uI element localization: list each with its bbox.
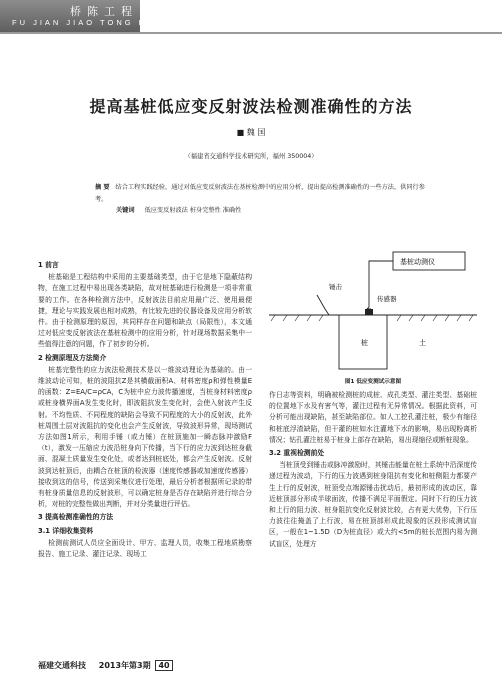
figure-caption: 图1 低应变测试示意图 <box>344 379 402 385</box>
section-3-1-paragraph: 检测前测试人员应全面设计、甲方、监理人员，收集工程地质勘察报告、施工记录、灌注记录、现场工 <box>38 538 252 559</box>
article-author: ■ 魏 国 <box>236 128 266 137</box>
section-3-2-heading: 3.2 重视检测前处 <box>269 449 325 458</box>
sensor-icon <box>365 309 373 315</box>
author-affiliation: （福建省交通科学技术研究所，福州 350004） <box>184 153 318 160</box>
hammer-handle <box>317 295 329 315</box>
right-paragraph-2: 当桩顶受到锤击或脉冲激励时，其锤击能量在桩土系统中沿深度传递过程为波动，下行的压力波遇到桩身阻抗有变化和桩侧阻力都要产生上行的反射波，桩顶受点端源锤击扰动后，最初形成的波动区，靠近桩顶部分形成半球面波，传播不满足平面假定。同时下行的压力波和上行的阻力波、桩身阻抗变化反射波比较，占有更大优势，下行压力波往往掩盖了上行波，易在桩顶部形成此现象的区段形成测试盲区，一般在1~1.5D（D为桩直径）或大约<5m的桩长范围内易为测试盲区，处理方 <box>269 461 477 548</box>
hammer-label: 锤击 <box>329 283 342 291</box>
section-1-heading: 1 前言 <box>38 261 59 269</box>
header-rule <box>0 32 502 34</box>
article-title: 提高基桩低应变反射波法检测准确性的方法 <box>89 97 413 116</box>
keywords-label: 关键词 <box>116 207 135 214</box>
test-diagram <box>269 249 477 375</box>
section-2-heading: 2 检测原理及方法简介 <box>38 353 107 362</box>
section-1-paragraph: 桩基础是工程结构中采用的主要基础类型，由于它是地下隐蔽结构物，在施工过程中易出现各类缺陷，故对桩基础进行检测是一项非常重要的工作。在各种检测方法中，反射波法目前应用最广泛、使用最便捷，理论与实践发展也相对成熟，有比较先进的仪器设备及应用分析软件。由于检测原理的原因，其同样存在问题和缺点（局限性），本文通过对低应变反射波法在基桩检测中的应用分析，针对现场数据采集中一些值得注意的问题，作了初步的分析。 <box>38 273 252 349</box>
abstract <box>95 182 425 205</box>
journal-name-zh: 桥陈工程 <box>70 5 138 18</box>
instrument-label: 基桩动测仪 <box>400 258 435 266</box>
right-column <box>269 390 477 550</box>
section-3-heading: 3 提高检测准确性的方法 <box>38 513 114 522</box>
footer-journal: 福建交通科技 <box>38 661 86 670</box>
soil-label: 土 <box>419 339 426 347</box>
keywords <box>116 205 241 214</box>
keywords-text: 低应变反射波法 桩身完整性 准确性 <box>144 207 242 214</box>
page-footer <box>38 660 173 671</box>
pile-label: 桩 <box>361 339 368 347</box>
left-column <box>38 258 252 560</box>
journal-header-band <box>0 0 172 32</box>
section-3-1-heading: 3.1 详细收集资料 <box>38 526 94 535</box>
section-2-paragraph: 桩基完整性的应力波法检测技术是以一维波动理论为基础的。由一维波动论可知，桩的波阻抗Z是其横截面积A、材料密度ρ和弹性模量E的函数：Z=EA/C=ρCA，C为桩中应力波传播速度，当桩身材料密度ρ或桩身横界面A发生变化时，即波阻抗发生变化时，会使入射波产生反射。不均性质、不同程度的缺陷会导致不同程度的大小的反射波，此外桩周围土层对波阻抗的变化也会产生反射波，导致波形异常，现场测试方法如图1所示，利用手锤（或力锤）在桩顶施加一瞬态脉冲激励F（t），激发一压缩应力波沿桩身向下传播，当下行的应力波到达桩身截面、混凝土质量发生变化处，或者达到桩底处，都会产生反射波。反射波到达桩顶后，由耦合在桩顶的检波器（速度传感器或加速度传感器）接收到这的信号，传送到采集仪进行处理，最后分析者根据所记录的带有桩身质量信息的反射波形，可以确定桩身是否存在缺陷并进行综合分析，对桩的完整性做出判断，并对分类量进行评估。 <box>38 365 252 509</box>
page-number: 40 <box>155 660 172 671</box>
abstract-label: 摘 要 <box>95 184 110 191</box>
journal-name-en: FU JIAN JIAO TONG KE JI <box>12 18 172 27</box>
footer-issue: 2013年第3期 <box>98 661 151 670</box>
sensor-label: 传感器 <box>377 295 397 303</box>
ground-hatch <box>271 315 473 321</box>
abstract-text: 结合工程实践经验，通过对低应变反射波法在基桩检测中的应用分析，提出提高检测准确性的一些方法，供同行参考。 <box>95 184 425 203</box>
right-paragraph-1: 作日志等资料，明确被检测桩的成桩、成孔类型、灌注类型、基础桩的位置地下水及有害气等，灌注过程有无异常情况。根据此资料，可分析可能出现缺陷，甚至缺陷部位。如人工挖孔灌注桩，极少有缩径和桩底浮渣缺陷，但干灌的桩如水注灌地下水的影响，易出现粉离析情况；钻孔灌注桩易于桩身上部存在缺陷，易出现缩径或断桩现象。 <box>269 391 477 444</box>
